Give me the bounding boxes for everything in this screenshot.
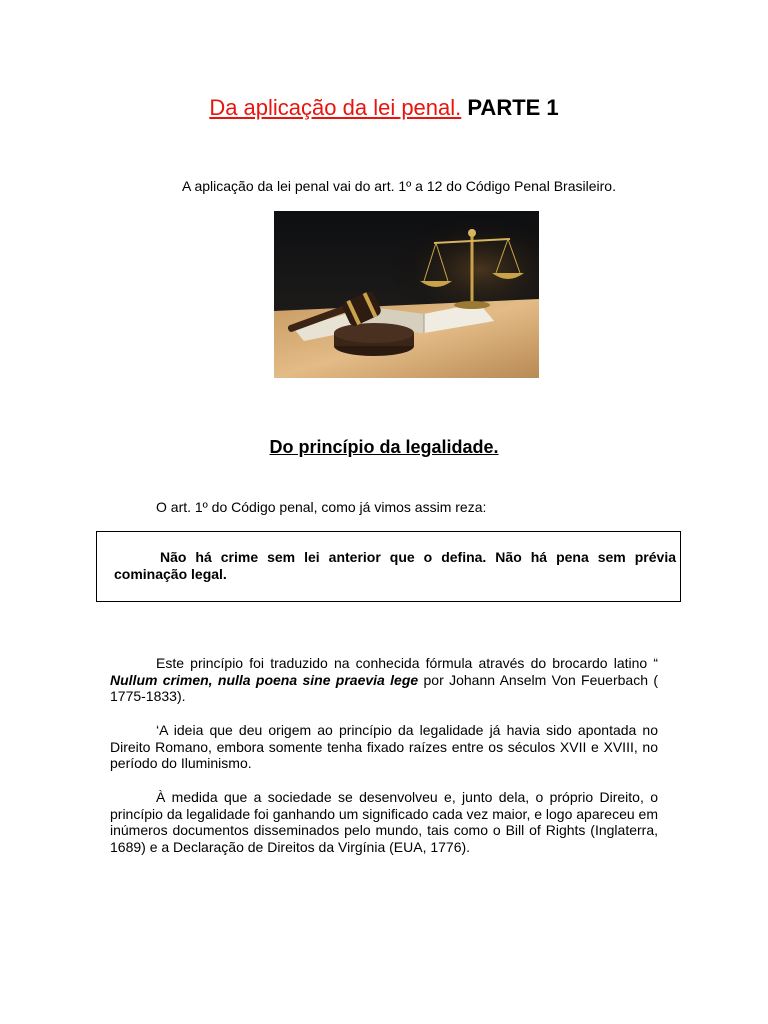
title-main: Da aplicação da lei penal.: [209, 95, 462, 120]
paragraph-1-before: Este princípio foi traduzido na conhecida fórmula através do brocardo latino “: [156, 655, 658, 671]
paragraph-3: À medida que a sociedade se desenvolveu e, junto dela, o próprio Direito, o princípio da legalidade foi ganhando um significado cada vez maior, e logo apareceu em inúmeros documentos disseminados pelo mundo, tais como o Bill of Rights (Inglaterra, 1689) e a Declaração de Direitos da Virgínia (EUA, 1776).: [110, 789, 658, 855]
title-part: PARTE 1: [467, 95, 559, 120]
lead-text: O art. 1º do Código penal, como já vimos assim reza:: [156, 499, 487, 515]
page-title: [0, 94, 768, 122]
paragraph-1-after: por Johann Anselm Von Feuerbach ( 1775-1833).: [110, 671, 658, 704]
gavel-scales-book-photo: [274, 211, 539, 378]
intro-text: A aplicação da lei penal vai do art. 1º a 12 do Código Penal Brasileiro.: [182, 178, 616, 194]
paragraph-1: [110, 655, 658, 705]
latin-maxim: Nullum crimen, nulla poena sine praevia lege: [110, 671, 419, 688]
quote-text: Não há crime sem lei anterior que o defina. Não há pena sem prévia cominação legal.: [114, 549, 676, 582]
paragraph-2: ‘A ideia que deu origem ao princípio da legalidade já havia sido apontada no Direito Romano, embora somente tenha fixado raízes entre os séculos XVII e XVIII, no período do Iluminismo.: [110, 722, 658, 771]
section-heading: Do princípio da legalidade.: [269, 437, 499, 457]
quote-box: [96, 531, 681, 602]
